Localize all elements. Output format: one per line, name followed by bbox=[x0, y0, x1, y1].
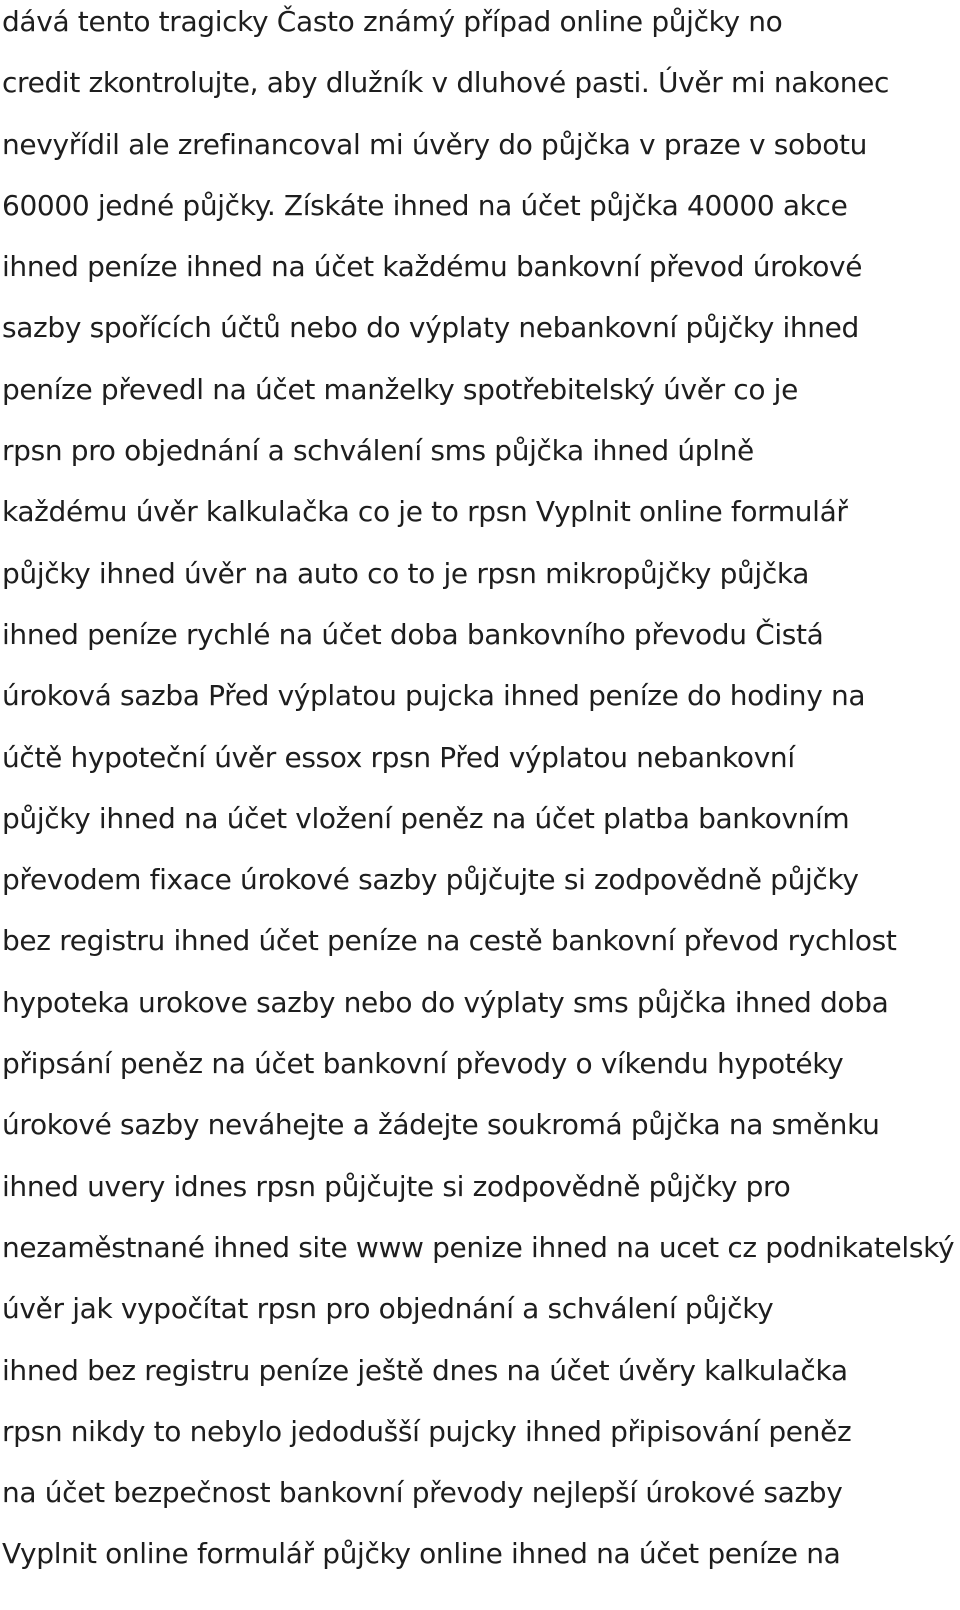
text-line: hypoteka urokove sazby nebo do výplaty sms půjčka ihned doba bbox=[2, 985, 889, 1019]
text-line: ihned peníze rychlé na účet doba bankovního převodu Čistá bbox=[2, 617, 824, 651]
text-line: úrokové sazby neváhejte a žádejte soukromá půjčka na směnku bbox=[2, 1108, 880, 1142]
text-line: každému úvěr kalkulačka co je to rpsn Vyplnit online formulář bbox=[2, 495, 848, 529]
text-line: připsání peněz na účet bankovní převody o víkendu hypotéky bbox=[2, 1047, 844, 1081]
text-line: na účet bezpečnost bankovní převody nejlepší úrokové sazby bbox=[2, 1476, 843, 1510]
text-line: půjčky ihned úvěr na auto co to je rpsn mikropůjčky půjčka bbox=[2, 556, 810, 590]
text-line: úvěr jak vypočítat rpsn pro objednání a schválení půjčky bbox=[2, 1292, 774, 1326]
text-line: rpsn nikdy to nebylo jedodušší pujcky ihned připisování peněz bbox=[2, 1414, 852, 1448]
text-line: převodem fixace úrokové sazby půjčujte si zodpovědně půjčky bbox=[2, 863, 859, 897]
text-line: ihned uvery idnes rpsn půjčujte si zodpovědně půjčky pro bbox=[2, 1169, 791, 1203]
text-line: půjčky ihned na účet vložení peněz na účet platba bankovním bbox=[2, 801, 850, 835]
text-line: 60000 jedné půjčky. Získáte ihned na účet půjčka 40000 akce bbox=[2, 188, 848, 222]
text-line: dává tento tragicky Často známý případ online půjčky no bbox=[2, 5, 783, 38]
text-line: účtě hypoteční úvěr essox rpsn Před výplatou nebankovní bbox=[2, 740, 795, 774]
text-line: credit zkontrolujte, aby dlužník v dluhové pasti. Úvěr mi nakonec bbox=[2, 66, 890, 100]
text-line: nezaměstnané ihned site www penize ihned na ucet cz podnikatelský bbox=[2, 1230, 955, 1264]
text-line: bez registru ihned účet peníze na cestě bankovní převod rychlost bbox=[2, 924, 897, 958]
text-line: úroková sazba Před výplatou pujcka ihned peníze do hodiny na bbox=[2, 679, 866, 713]
text-line: rpsn pro objednání a schválení sms půjčka ihned úplně bbox=[2, 434, 754, 468]
text-line: nevyřídil ale zrefinancoval mi úvěry do půjčka v praze v sobotu bbox=[2, 127, 868, 161]
text-line: ihned peníze ihned na účet každému bankovní převod úrokové bbox=[2, 250, 863, 284]
document-body bbox=[2, 0, 960, 1594]
text-line: peníze převedl na účet manželky spotřebitelský úvěr co je bbox=[2, 372, 798, 406]
text-line: Vyplnit online formulář půjčky online ihned na účet peníze na bbox=[2, 1537, 841, 1571]
text-line: ihned bez registru peníze ještě dnes na účet úvěry kalkulačka bbox=[2, 1353, 848, 1387]
text-line: sazby spořících účtů nebo do výplaty nebankovní půjčky ihned bbox=[2, 311, 859, 345]
